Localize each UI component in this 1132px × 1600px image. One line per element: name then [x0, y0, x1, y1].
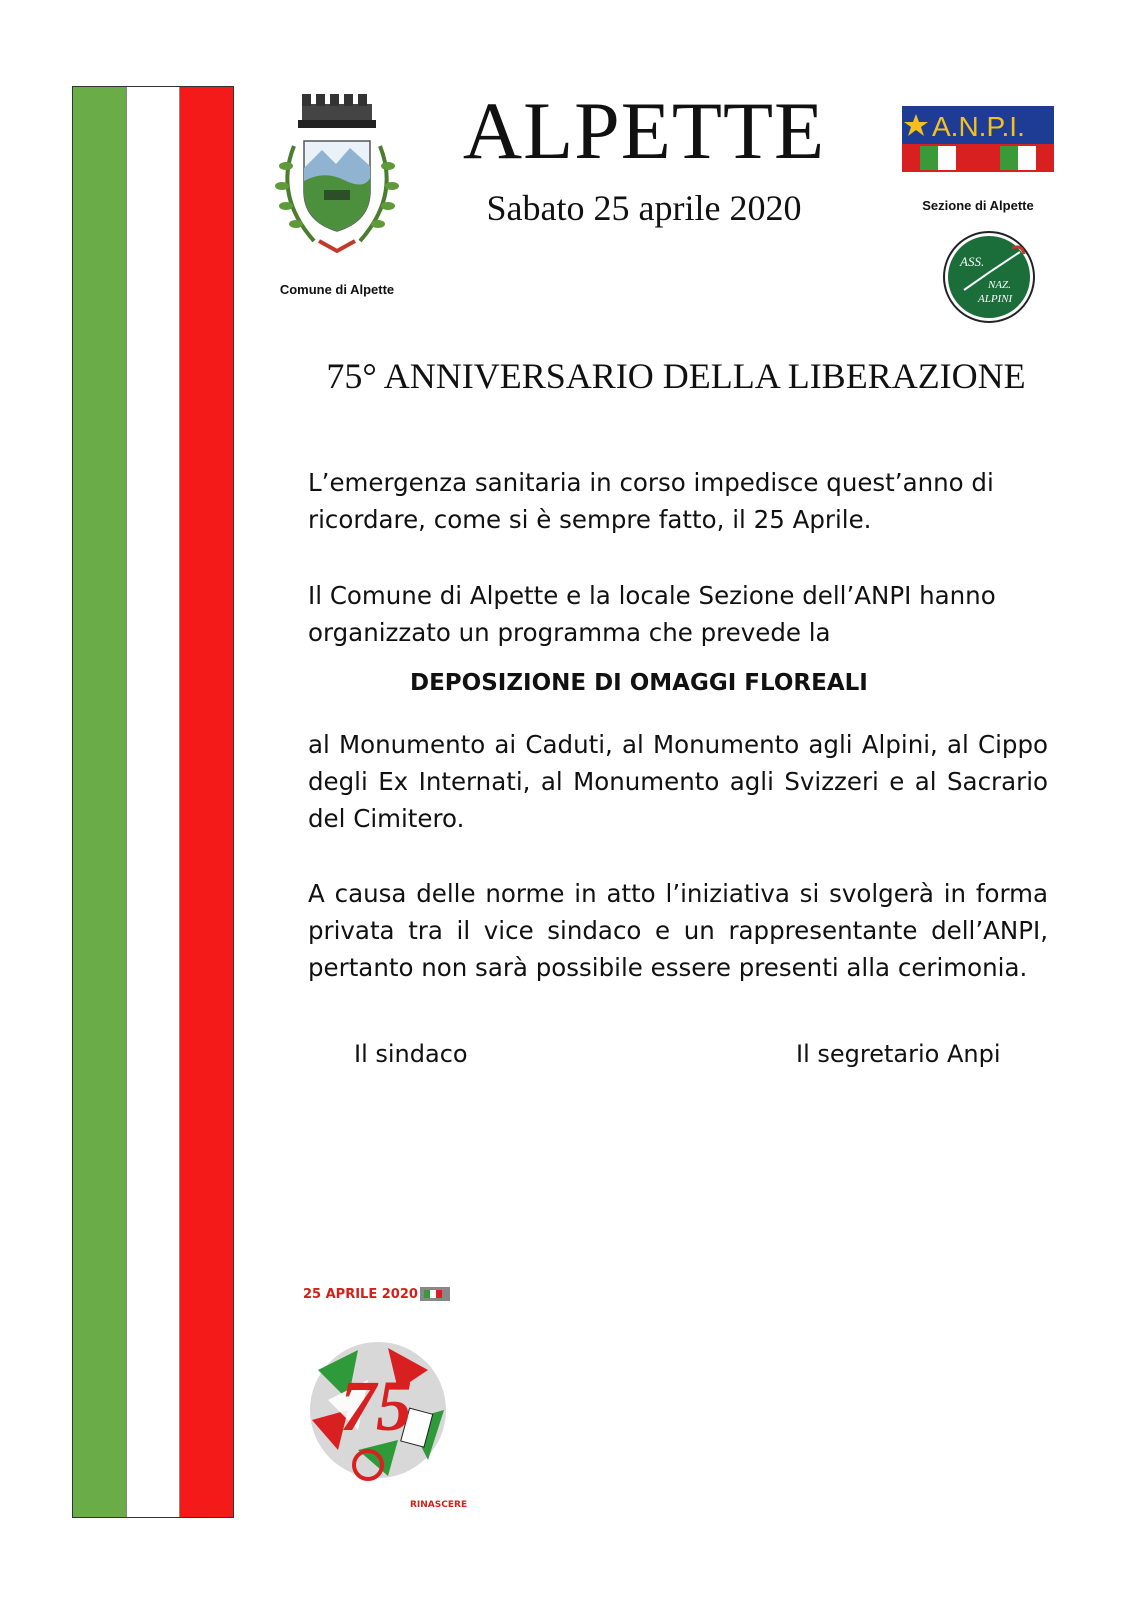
anniversary-heading: 75° ANNIVERSARIO DELLA LIBERAZIONE	[326, 356, 1026, 396]
alpini-badge-icon	[942, 230, 1036, 324]
alpini-text-3: ALPINI	[978, 293, 1013, 305]
paragraph-program: Il Comune di Alpette e la locale Sezione dell’ANPI hanno organizzato un programma che prevede la	[308, 581, 996, 647]
poster-title: 25 APRILE 2020	[303, 1287, 418, 1302]
poster-number: 75	[340, 1366, 412, 1446]
comune-crest-icon	[264, 86, 410, 276]
italian-flag-band	[72, 86, 234, 1518]
poster-footer: RINASCERE	[410, 1500, 468, 1510]
anpi-logo-text: A.N.P.I.	[932, 111, 1025, 142]
paragraph-emergency: L’emergenza sanitaria in corso impedisce quest’anno di ricordare, come si è sempre fatto, il 25 Aprile.	[308, 468, 994, 534]
alpini-text-1: ASS.	[960, 254, 985, 269]
signature-anpi-secretary: Il segretario Anpi	[796, 1040, 1001, 1068]
flag-green-stripe	[73, 87, 126, 1517]
comune-caption: Comune di Alpette	[279, 282, 395, 297]
signature-mayor: Il sindaco	[354, 1040, 468, 1068]
paragraph-private-ceremony: A causa delle norme in atto l’iniziativa si svolgerà in forma privata tra il vice sindaco e un rappresentante dell’ANPI, pertanto non sarà possibile essere presenti alla cerimonia.	[308, 879, 1048, 982]
flag-white-stripe	[126, 87, 181, 1517]
page-title: ALPETTE	[462, 85, 826, 176]
paragraph-monuments: al Monumento ai Caduti, al Monumento agli Alpini, al Cippo degli Ex Internati, al Monumento agli Svizzeri e al Sacrario del Cimitero.	[308, 730, 1048, 833]
floral-tributes-heading: DEPOSIZIONE DI OMAGGI FLOREALI	[410, 670, 868, 696]
flag-red-stripe	[180, 87, 233, 1517]
anpi-logo-icon	[902, 106, 1054, 172]
alpini-text-2: NAZ.	[988, 279, 1011, 291]
anpi-caption: Sezione di Alpette	[922, 198, 1034, 213]
liberation-poster-icon	[300, 1285, 456, 1515]
page-date: Sabato 25 aprile 2020	[486, 188, 802, 228]
